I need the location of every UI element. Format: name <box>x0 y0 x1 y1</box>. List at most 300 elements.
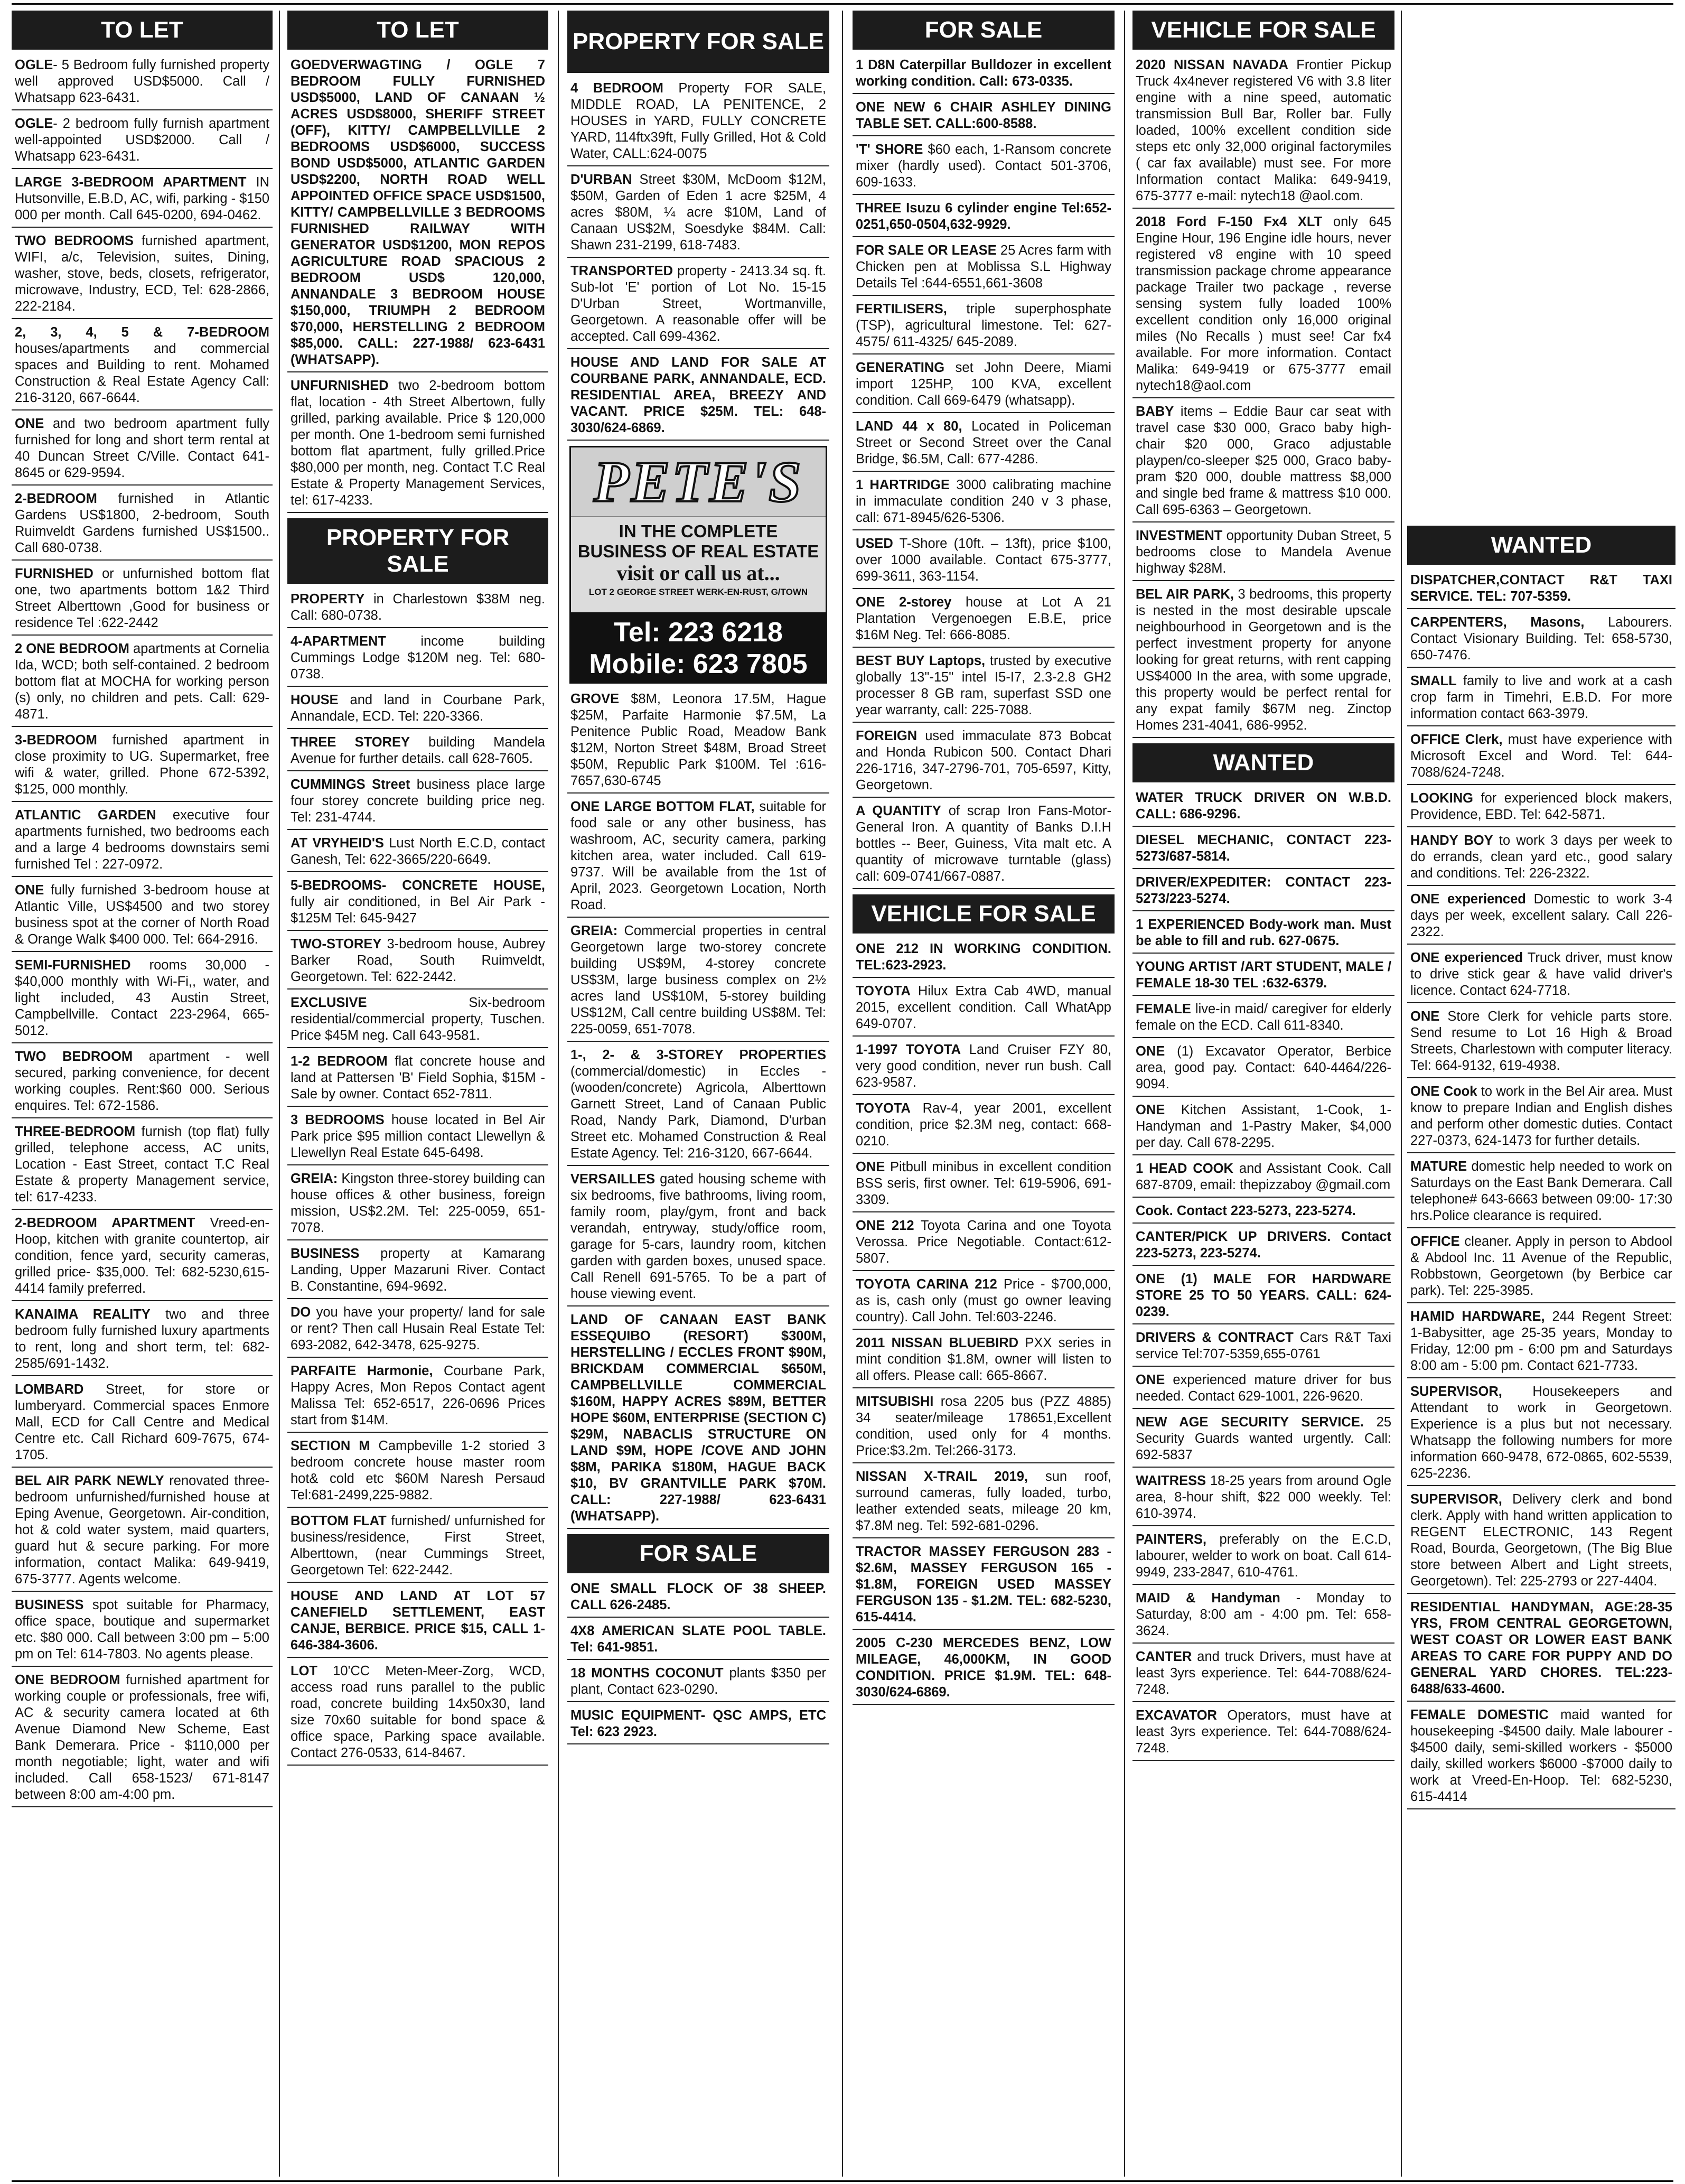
ad-lead: THREE STOREY <box>291 735 410 750</box>
ad-lead: BABY <box>1136 404 1174 419</box>
ad-body: two 2-bedroom bottom flat, location - 4th Street Albertown, fully grilled, parking available. Price $ 120,000 per month. One 1-bedroom semi furnished bottom flat apartment, fully grilled.Price $80,000 per month, neg. Contact T.C Real Estate & Property Management Services, tel: 617-4233. <box>291 378 545 508</box>
classified-ad <box>853 360 1115 413</box>
ad-lead: ONE <box>15 416 44 431</box>
ad-lead: ONE <box>1136 1373 1165 1387</box>
advert-address: LOT 2 GEORGE STREET WERK-EN-RUST, G/TOWN <box>588 587 808 597</box>
column-divider <box>558 11 559 2177</box>
ad-body: Property FOR SALE, MIDDLE ROAD, LA PENITENCE, 2 HOUSES in YARD, FULLY CONCRETE YARD, 114ftx39ft, Fully Grilled, Hot & Cold Water, CALL:624-0075 <box>570 81 826 161</box>
ad-body: Toyota Carina and one Toyota Verossa. Price Negotiable. Contact:612-5807. <box>856 1218 1111 1266</box>
ad-lead: LOMBARD <box>15 1382 84 1397</box>
classified-ad <box>853 653 1115 723</box>
classified-ad <box>567 1312 829 1529</box>
classified-ad <box>1132 1161 1394 1198</box>
classified-ad <box>567 799 829 918</box>
ad-lead: HOUSE <box>291 693 339 707</box>
ad-lead: 1-2 BEDROOM <box>291 1054 388 1069</box>
ad-lead: 18 MONTHS COCONUT <box>570 1666 724 1681</box>
classified-ad <box>12 1049 273 1118</box>
classified-ad <box>853 1042 1115 1095</box>
ad-body: flat concrete house and land at Pattersen 'B' Field Sophia, $15M - Sale by owner. Contact 652-7811. <box>291 1054 546 1102</box>
ad-body: Kitchen Assistant, 1-Cook, 1-Handyman and 1-Pastry Maker, $4,000 per day. Call 678-2295. <box>1136 1103 1391 1150</box>
classified-ad <box>567 691 829 794</box>
ad-body: Courbane Park, Happy Acres, Mon Repos Contact agent Malissa Tel: 652-6517, 226-0696 Prices start from $14M. <box>291 1364 546 1427</box>
ad-list <box>567 691 829 1529</box>
classified-ad <box>12 116 273 169</box>
ad-body: furnished/ unfurnished for business/residence, First Street, Alberttown, (near Cummings Street, Georgetown Tel: 622-2442. <box>291 1514 545 1578</box>
ad-body: (commercial/domestic) in Eccles - (wooden/concrete) Agricola, Alberttown Garnett Street, Land of Canaan Public Road, Nandy Park, Diamond, D'urban Street etc. Mohamed Construction & Real Estate Agency. Tel: 216-3120, 667-6644. <box>570 1064 826 1161</box>
ad-lead: MUSIC EQUIPMENT- QSC AMPS, ETC Tel: 623 2923. <box>570 1708 826 1739</box>
ad-body: Labourers. Contact Visionary Building. Tel: 658-5730, 650-7476. <box>1410 615 1672 662</box>
ad-lead: TOYOTA CARINA 212 <box>856 1277 997 1292</box>
ad-lead: BUSINESS <box>15 1598 84 1612</box>
classified-ad <box>12 57 273 110</box>
ad-lead: THREE-BEDROOM <box>15 1124 136 1139</box>
ad-lead: BEL AIR PARK, <box>1136 587 1234 602</box>
ad-body: to work 3 days per week to do errands, clean yard etc., good salary and conditions. Tel: 226-2322. <box>1410 833 1672 881</box>
ad-body: and land in Courbane Park, Annandale, ECD. Tel: 220-3366. <box>291 693 545 724</box>
classified-ad <box>1407 614 1675 668</box>
ad-lead: BOTTOM FLAT <box>291 1514 387 1528</box>
ad-lead: ONE <box>856 1160 885 1174</box>
classified-ad <box>12 324 273 410</box>
ad-body: only 645 Engine Hour, 196 Engine idle hours, never registered v8 engine with 10 speed transmission package chrome appearance package Trailer two package , reverse sensing system fully loaded 100% excellent condition only 16,000 original miles (No Recalls ) must see! Car fx4 available. For more information. Contact Malika: 649-9419 or 675-3777 email nytech18@aol.com <box>1136 214 1391 393</box>
ad-lead: OGLE <box>15 58 53 72</box>
classified-ad <box>12 566 273 636</box>
classified-ad <box>12 1473 273 1592</box>
classified-ad <box>1132 1414 1394 1468</box>
ad-body: Kingston three-storey building can house offices & other business, foreign mission, US$2.2M. Tel: 225-0059, 651-7078. <box>291 1171 545 1235</box>
ad-body: houses/apartments and commercial spaces and Building to rent. Mohamed Construction & Real Estate Agency Call: 216-3120, 667-6644. <box>15 341 269 405</box>
ad-lead: PROPERTY <box>291 592 365 606</box>
ad-lead: ONE <box>1136 1103 1165 1117</box>
ad-body: Street, for store or lumberyard. Commercial spaces Enmore Mall, ECD for Call Centre and Medical Centre etc. Call Richard 609-7675, 674-1705. <box>15 1382 269 1462</box>
ad-body: building Mandela Avenue for further details. call 628-7605. <box>291 735 545 766</box>
ad-body: Campbeville 1-2 storied 3 bedroom concrete house master room hot& cold etc $60M Naresh Persaud Tel:681-2499,225-9882. <box>291 1439 546 1502</box>
classified-ad <box>287 378 548 513</box>
column-divider <box>1124 11 1125 2177</box>
ad-lead: LOT <box>291 1664 317 1678</box>
classified-ad <box>853 200 1115 237</box>
ad-lead: NEW AGE SECURITY SERVICE. <box>1136 1415 1364 1430</box>
classified-ad <box>853 99 1115 136</box>
ad-body: (1) Excavator Operator, Berbice area, good pay. Contact: 640-4464/226-9094. <box>1136 1044 1391 1091</box>
classified-ad <box>1407 1309 1675 1378</box>
classified-ad <box>567 1665 829 1702</box>
ad-body: - Monday to Saturday, 8:00 am - 4:00 pm. Tel: 658-3624. <box>1136 1591 1392 1638</box>
ad-lead: DRIVER/EXPEDITER: CONTACT 223-5273/223-5274. <box>1136 875 1391 906</box>
ad-lead: 4X8 AMERICAN SLATE POOL TABLE. Tel: 641-9851. <box>570 1623 826 1655</box>
ad-list <box>1132 57 1394 738</box>
ad-body: T-Shore (10ft. – 13ft), price $100, over 1000 available. Contact 675-3777, 699-3611, 363-1154. <box>856 536 1111 584</box>
ad-body: Pitbull minibus in excellent condition BSS seris, first owner. Tel: 619-5906, 691-3309. <box>856 1160 1111 1207</box>
classified-ad <box>287 633 548 687</box>
ad-lead: ONE 2-storey <box>856 595 952 610</box>
ad-lead: ONE 212 <box>856 1218 914 1233</box>
ad-lead: DRIVERS & CONTRACT <box>1136 1330 1294 1345</box>
ad-body: in Charlestown $38M neg. Call: 680-0738. <box>291 592 545 623</box>
ad-lead: LOOKING <box>1410 791 1473 806</box>
ad-body: - 5 Bedroom fully furnished property well approved USD$5000. Call / Whatsapp 623-6431. <box>15 58 269 105</box>
ad-body: PXX series in mint condition $1.8M, owner will listen to all offers. Please call: 665-8667. <box>856 1336 1111 1383</box>
classified-ad <box>287 777 548 830</box>
ad-list <box>567 80 829 441</box>
ad-list <box>287 57 548 513</box>
classified-ad <box>287 1171 548 1240</box>
classified-ad <box>1407 1159 1675 1228</box>
classified-ad <box>1132 1649 1394 1702</box>
ad-lead: LARGE 3-BEDROOM APARTMENT <box>15 175 247 190</box>
ad-lead: 2011 NISSAN BLUEBIRD <box>856 1336 1019 1350</box>
classified-ad <box>1132 1590 1394 1644</box>
ad-lead: TOYOTA <box>856 1101 911 1116</box>
ad-lead: LAND OF CANAAN EAST BANK ESSEQUIBO (RESORT) $300M, HERSTELLING / ECCLES FRONT $90M, BRICKDAM COMMERCIAL $650M, CAMPBELLVILLE COMMERCIAL $160M, HAPPY ACRES $89M, BETTER HOPE $60M, ENTERPRISE (SECTION C) $29M, NABACLIS STRUCTURE ON LAND $9M, HOPE /COVE AND JOHN $8M, PARIKA $180M, HAGUE BACK $10, BV GRANTVILLE PARK $70M. CALL: 227-1988/ 623-6431 (WHATSAPP). <box>570 1312 826 1524</box>
ad-body: 25 Security Guards wanted urgently. Call: 692-5837 <box>1136 1415 1391 1462</box>
ad-body: you have your property/ land for sale or rent? Then call Husain Real Estate Tel: 693-2082, 642-3478, 625-9275. <box>291 1305 545 1352</box>
ad-lead: MITSUBISHI <box>856 1394 934 1409</box>
ad-body: Truck driver, must know to drive stick gear & have valid driver's licence. Contact 624-7718. <box>1410 950 1672 998</box>
classified-ad <box>853 301 1115 354</box>
ad-lead: HOUSE AND LAND FOR SALE AT COURBANE PARK, ANNANDALE, ECD. RESIDENTIAL AREA, BREEZY AND VACANT. PRICE $25M. TEL: 648-3030/624-6869. <box>570 355 826 435</box>
ad-lead: CUMMINGS Street <box>291 777 410 792</box>
classified-ad <box>567 1623 829 1660</box>
classified-ad <box>12 641 273 727</box>
classified-ad <box>12 1597 273 1667</box>
classified-ad <box>1132 1203 1394 1224</box>
ad-lead: 4-APARTMENT <box>291 634 386 649</box>
column-divider <box>279 11 280 2177</box>
blank-space <box>1407 11 1675 526</box>
classified-ad <box>1407 1707 1675 1809</box>
ad-lead: ONE (1) MALE FOR HARDWARE STORE 25 TO 50 YEARS. CALL: 624-0239. <box>1136 1272 1391 1319</box>
section-header-for-sale: FOR SALE <box>567 1534 829 1573</box>
ad-body: for experienced block makers, Providence, EBD. Tel: 642-5871. <box>1410 791 1672 822</box>
ad-body: or unfurnished bottom flat one, two apartments bottom 1&2 Third Street Alberttown ,Good for business or residence Tel :622-2442 <box>15 566 269 630</box>
classified-ad <box>1407 790 1675 827</box>
ad-lead: FURNISHED <box>15 566 93 581</box>
classified-ad <box>12 1306 273 1376</box>
ad-body: domestic help needed to work on Saturdays on the East Bank Demerara. Call telephone# 643-6663 between 09:00- 17:30 hrs.Police clearance is required. <box>1410 1159 1672 1223</box>
ad-lead: PARFAITE Harmonie, <box>291 1364 433 1378</box>
classified-ad <box>1132 528 1394 581</box>
ad-lead: 3 BEDROOMS <box>291 1113 385 1127</box>
ad-lead: ONE <box>15 883 44 898</box>
ad-lead: RESIDENTIAL HANDYMAN, AGE:28-35 YRS, FROM CENTRAL GEORGETOWN, WEST COAST OR LOWER EAST BANK AREAS TO CARE FOR PUPPY AND DO GENERAL YARD CHORES. TEL:223-6488/633-4600. <box>1410 1600 1672 1696</box>
ad-body: must have experience with Microsoft Excel and Word. Tel: 644-7088/624-7248. <box>1410 732 1672 780</box>
ad-lead: KANAIMA REALITY <box>15 1307 151 1322</box>
column-property-for-sale <box>567 11 829 2177</box>
classified-ad <box>1407 1491 1675 1594</box>
classified-ad <box>853 983 1115 1037</box>
ad-lead: BEST BUY Laptops, <box>856 654 986 668</box>
ad-body: and two bedroom apartment fully furnished for long and short term rental at 40 Duncan Street C/Ville. Contact 641-8645 or 629-9594. <box>15 416 269 480</box>
ad-lead: TWO BEDROOM <box>15 1049 133 1064</box>
ad-body: sun roof, surround cameras, fully loaded, turbo, leather extended seats, mileage 20 km, $7.8M neg. Tel: 592-681-0296. <box>856 1469 1111 1533</box>
classified-ad <box>567 1581 829 1618</box>
classified-ad <box>1132 1532 1394 1585</box>
classified-ad <box>853 536 1115 589</box>
ad-body: Housekeepers and Attendant to work in Georgetown. Experience is a plus but not necessary. Whatsapp the following numbers for more information 660-9478, 672-0865, 602-5539, 625-2236. <box>1410 1384 1672 1481</box>
classified-ad <box>567 172 829 258</box>
ad-lead: ONE experienced <box>1410 892 1526 907</box>
ad-body: business place large four storey concrete building price neg. Tel: 231-4744. <box>291 777 545 825</box>
ad-lead: OFFICE <box>1410 1234 1460 1249</box>
ad-lead: ONE <box>1410 1009 1440 1024</box>
ad-body: furnished apartment, WIFI, a/c, Television, suites, Dining, washer, stove, beds, closets, refrigerator, microwave, Industry, ECD, Tel: 628-2866, 222-2184. <box>15 234 269 314</box>
ad-body: spot suitable for Pharmacy, office space, boutique and supermarket etc. $80 000. Call between 3:00 pm – 5:00 pm on Tel: 614-7803. No agents please. <box>15 1598 269 1662</box>
ad-body: apartment - well secured, parking convenience, for decent working couples. Rent:$60 000. Serious enquires. Tel: 672-1586. <box>15 1049 269 1113</box>
column-to-let-1 <box>12 11 273 2177</box>
ad-body: 18-25 years from around Ogle area, 8-hour shift, $22 000 weekly. Tel: 610-3974. <box>1136 1473 1391 1521</box>
ad-body: apartments at Cornelia Ida, WCD; both self-contained. 2 bedroom bottom flat at MOCHA for working person (s) only, no children and pets. Call: 629-4871. <box>15 641 269 722</box>
ad-lead: EXCLUSIVE <box>291 995 367 1010</box>
ad-body: 3000 calibrating machine in immaculate condition 240 v 3 phase, call: 671-8945/626-5306. <box>856 478 1111 525</box>
section-header-property-for-sale: PROPERTY FOR SALE <box>567 11 829 73</box>
classified-ad <box>287 1053 548 1107</box>
classified-ad <box>853 142 1115 195</box>
classified-ad <box>287 591 548 628</box>
ad-lead: 2-BEDROOM <box>15 491 97 506</box>
ad-lead: DIESEL MECHANIC, CONTACT 223-5273/687-5814. <box>1136 833 1391 864</box>
ad-lead: HAMID HARDWARE, <box>1410 1309 1545 1324</box>
advert-tel: Tel: 223 6218 <box>614 617 783 648</box>
ad-lead: THREE Isuzu 6 cylinder engine Tel:652-0251,650-0504,632-9929. <box>856 201 1111 232</box>
ad-lead: HANDY BOY <box>1410 833 1493 848</box>
classified-ad <box>1132 1229 1394 1266</box>
classified-ad <box>287 1112 548 1165</box>
ad-body: Land Cruiser FZY 80, very good condition, never run bush. Call 623-9587. <box>856 1042 1111 1090</box>
ad-body: Vreed-en-Hoop, kitchen with granite countertop, air condition, fence yard, security cameras, grilled price- $35,000. Tel: 682-5230,615-4414 family preferred. <box>15 1216 269 1296</box>
ad-body: two and three bedroom fully furnished luxury apartments to rent, long and short term, tel: 682-2585/691-1432. <box>15 1307 269 1371</box>
ad-body: furnished apartment for working couple or professionals, free wifi, AC & security camera located at 6th Avenue Diamond New Scheme, East Bank Demerara. Price - $110,000 per month negotiable; light, water and wifi included. Call 658-1523/ 671-8147 between 8:00 am-4:00 pm. <box>15 1673 269 1802</box>
column-wanted <box>1407 11 1675 2177</box>
ad-body: trusted by executive globally 13"-15" intel I5-I7, 2.3-2.8 GH2 processer 8 GB ram, superfast SSD one year warranty, call: 225-7088. <box>856 654 1111 717</box>
ad-lead: MATURE <box>1410 1159 1467 1174</box>
classified-ad <box>287 1588 548 1658</box>
classified-ad <box>567 354 829 441</box>
ad-lead: 2018 Ford F-150 Fx4 XLT <box>1136 214 1323 229</box>
ad-body: IN Hutsonville, E.B.D, AC, wifi, parking - $150 000 per month. Call 645-0200, 694-0462. <box>15 175 269 222</box>
petes-real-estate-advert <box>569 446 827 684</box>
classified-ad <box>287 1363 548 1433</box>
ad-body: preferably on the E.C.D, labourer, welder to work on boat. Call 614-9949, 233-2847, 610-4761. <box>1136 1532 1391 1580</box>
ad-body: furnished apartment in close proximity to UG. Supermarket, free wifi & water, grilled. Phone 672-5392, $125, 000 monthly. <box>15 733 269 797</box>
ad-body: 3 bedrooms, this property is nested in the most desirable upscale neighbourhood in Georgetown and is the perfect investment property for anyone looking for great returns, with rent capping US$4000 In the area, with some upgrade, this property would be perfect rental for any expat family $67M neg. Zinctop Homes 231-4041, 686-9952. <box>1136 587 1392 733</box>
classified-ad <box>287 1513 548 1583</box>
ad-lead: VERSAILLES <box>570 1172 656 1187</box>
classified-ad <box>1132 57 1394 209</box>
ad-lead: 4 BEDROOM <box>570 81 663 96</box>
classified-ad <box>1132 1372 1394 1409</box>
ad-body: $60 each, 1-Ransom concrete mixer (hardly used). Contact 501-3706, 609-1633. <box>856 142 1111 190</box>
classified-ad <box>1132 790 1394 827</box>
ad-lead: DISPATCHER,CONTACT R&T TAXI SERVICE. TEL: 707-5359. <box>1410 573 1672 604</box>
ad-lead: GENERATING <box>856 360 945 375</box>
ad-list <box>12 57 273 1807</box>
ad-lead: TWO BEDROOMS <box>15 234 134 248</box>
ad-body: Located in Policeman Street or Second Street over the Canal Bridge, $6.5M, Call: 677-4286. <box>856 419 1112 466</box>
ad-lead: ONE LARGE BOTTOM FLAT, <box>570 799 755 814</box>
ad-lead: 'T' SHORE <box>856 142 923 157</box>
ad-body: cleaner. Apply in person to Abdool & Abdool Inc. 11 Avenue of the Republic, Robbstown, Georgetown (by Berbice car park). Tel: 225-3985. <box>1410 1234 1672 1298</box>
classified-ad <box>12 233 273 319</box>
classified-ad <box>287 692 548 729</box>
ad-lead: GOEDVERWAGTING / OGLE 7 BEDROOM FULLY FURNISHED USD$5000, LAND OF CANAAN ½ ACRES USD$8000, SHERIFF STREET (OFF), KITTY/ CAMPBELLVILLE 2 BEDROOMS USD$6000, SUCCESS BOND USD$5000, ATLANTIC GARDEN USD$2200, NORTH ROAD WELL APPOINTED OFFICE SPACE USD$1500, KITTY/ CAMPBELLVILLE 3 BEDROOMS FURNISHED RAILWAY WITH GENERATOR USD$1200, MON REPOS AGRICULTURE ROAD SPACIOUS 2 BEDROOM USD$ 120,000, ANNANDALE 3 BEDROOM HOUSE $150,000, TRIUMPH 2 BEDROOM $70,000, HERSTELLING 2 BEDROOM $85,000. CALL: 227-1988/ 623-6431 (WHATSAPP). <box>291 58 545 367</box>
classified-ad <box>1407 1234 1675 1303</box>
ad-body: Rav-4, year 2001, excellent condition, price $2.3M neg, contact: 668-0210. <box>856 1101 1111 1149</box>
classified-ad <box>1407 950 1675 1003</box>
ad-body: house located in Bel Air Park price $95 million contact Llewellyn & Llewellyn Real Estate 645-6498. <box>291 1113 545 1160</box>
classified-ad <box>853 1100 1115 1154</box>
classified-ad <box>287 878 548 931</box>
classified-ad <box>853 418 1115 472</box>
classified-ad <box>853 803 1115 889</box>
ad-list <box>567 1581 829 1744</box>
section-header-wanted: WANTED <box>1132 743 1394 782</box>
ad-body: 10'CC Meten-Meer-Zorg, WCD, access road runs parallel to the public road, concrete building 14x50x30, land size 70x60 suitable for bond space & office space, Parking space available. Contact 276-0533, 614-8467. <box>291 1664 545 1760</box>
classified-ad <box>287 1438 548 1508</box>
ad-lead: TRANSPORTED <box>570 264 673 278</box>
ad-lead: ONE 212 IN WORKING CONDITION. TEL:623-2923. <box>856 941 1111 973</box>
ad-lead: D'URBAN <box>570 172 632 187</box>
column-divider <box>1401 11 1402 2177</box>
ad-lead: ONE <box>1136 1044 1165 1059</box>
ad-lead: WATER TRUCK DRIVER ON W.B.D. CALL: 686-9296. <box>1136 790 1391 822</box>
ad-body: family to live and work at a cash crop farm in Timehri, E.B.D. For more information contact 663-3979. <box>1410 674 1672 721</box>
classified-ad <box>1132 1330 1394 1367</box>
ad-lead: HOUSE AND LAND AT LOT 57 CANEFIELD SETTLEMENT, EAST CANJE, BERBICE. PRICE $15, CALL 1-646-384-3606. <box>291 1589 545 1653</box>
ad-lead: YOUNG ARTIST /ART STUDENT, MALE / FEMALE 18-30 TEL :632-6379. <box>1136 959 1391 991</box>
ad-lead: FEMALE <box>1136 1002 1191 1016</box>
classified-ad <box>287 1246 548 1299</box>
classified-ad <box>1132 874 1394 911</box>
classified-ad <box>1407 1599 1675 1702</box>
classified-ad <box>12 732 273 802</box>
ad-body: gated housing scheme with six bedrooms, five bathrooms, living room, family room, play/gym, front and back verandah, entryway, study/office room, garage for 5-cars, laundry room, kitchen garden with garden boxes, unused space. Call Renell 691-5765. To be a part of house viewing event. <box>570 1172 826 1301</box>
ad-lead: BEL AIR PARK NEWLY <box>15 1473 164 1488</box>
classified-ad <box>12 1382 273 1468</box>
advert-visit-text: visit or call us at... <box>616 561 780 585</box>
classified-ad <box>287 1663 548 1766</box>
ad-body: house at Lot A 21 Plantation Vergenoegen E.B.E, price $16M Neg. Tel: 666-8085. <box>856 595 1111 642</box>
ad-lead: LAND 44 x 80, <box>856 419 962 434</box>
ad-lead: OFFICE Clerk, <box>1410 732 1503 747</box>
ad-body: Street $30M, McDoom $12M, $50M, Garden of Eden 1 acre $25M, 4 acres $80M, ¼ acre $10M, Land of Canaan US$2M, Soesdyke $84M. Call: Shawn 231-2199, 618-7483. <box>570 172 826 253</box>
ad-lead: SECTION M <box>291 1439 370 1453</box>
ad-lead: WAITRESS <box>1136 1473 1206 1488</box>
ad-lead: UNFURNISHED <box>291 378 389 393</box>
ad-list <box>287 591 548 1766</box>
classified-ad <box>1407 833 1675 886</box>
classified-ad <box>853 728 1115 798</box>
ad-body: and truck Drivers, must have at least 3yrs experience. Tel: 644-7088/624-7248. <box>1136 1649 1391 1697</box>
classified-ad <box>12 416 273 486</box>
classified-ad <box>1407 891 1675 945</box>
logo-banner <box>571 447 826 517</box>
classified-ad <box>287 995 548 1048</box>
ad-lead: INVESTMENT <box>1136 528 1223 543</box>
ad-body: set John Deere, Miami import 125HP, 100 KVA, excellent condition. Call 669-6479 (whatsapp). <box>856 360 1111 408</box>
ad-lead: ONE Cook <box>1410 1084 1477 1099</box>
ad-body: Six-bedroom residential/commercial property, Tuschen. Price $45M neg. Call 643-9581. <box>291 995 545 1043</box>
ad-lead: NISSAN X-TRAIL 2019, <box>856 1469 1028 1484</box>
classified-ad <box>287 1304 548 1358</box>
column-divider <box>842 11 843 2177</box>
ad-lead: 1 HEAD COOK <box>1136 1161 1233 1176</box>
classified-ad <box>287 936 548 990</box>
classified-ad <box>853 1335 1115 1388</box>
classified-ad <box>1407 732 1675 785</box>
ad-lead: 2005 C-230 MERCEDES BENZ, LOW MILEAGE, 46,000KM, IN GOOD CONDITION. PRICE $1.9M. TEL: 648-3030/624-6869. <box>856 1636 1111 1700</box>
ad-lead: FOR SALE OR LEASE <box>856 243 997 258</box>
advert-phone-block <box>571 612 826 682</box>
ad-lead: ONE experienced <box>1410 950 1523 965</box>
ad-lead: 1 D8N Caterpillar Bulldozer in excellent working condition. Call: 673-0335. <box>856 58 1111 89</box>
classified-ad <box>853 594 1115 648</box>
section-header-to-let: TO LET <box>12 11 273 50</box>
ad-body: fully furnished 3-bedroom house at Atlantic Ville, US$4500 and two storey business spot at the corner of North Road & Orange Walk $400 000. Tel: 664-2916. <box>15 883 269 947</box>
ad-body: 25 Acres farm with Chicken pen at Moblissa S.L Highway Details Tel :644-6551,661-3608 <box>856 243 1112 291</box>
classified-ad <box>12 491 273 561</box>
classified-ad <box>853 1394 1115 1463</box>
ad-body: Lust North E.C.D, contact Ganesh, Tel: 622-3665/220-6649. <box>291 836 545 867</box>
ad-list <box>853 57 1115 889</box>
column-for-sale <box>853 11 1115 2177</box>
ad-lead: DO <box>291 1305 311 1320</box>
ad-body: rooms 30,000 - $40,000 monthly with Wi-Fi,, water, and light included, 43 Austin Street, Campbellville. Contact 223-2964, 665-5012. <box>15 958 269 1038</box>
classified-ad <box>1132 832 1394 869</box>
ad-lead: SUPERVISOR, <box>1410 1384 1502 1399</box>
ad-lead: 1-, 2- & 3-STOREY PROPERTIES <box>570 1048 826 1062</box>
ad-body: plants $350 per plant, Contact 623-0290. <box>570 1666 826 1697</box>
ad-lead: 2020 NISSAN NAVADA <box>1136 58 1288 72</box>
classified-ad <box>12 882 273 952</box>
column-vehicle-for-sale <box>1132 11 1394 2177</box>
ad-lead: PAINTERS, <box>1136 1532 1207 1547</box>
ad-body: property at Kamarang Landing, Upper Mazaruni River. Contact B. Constantine, 694-9692. <box>291 1246 545 1294</box>
ad-lead: ATLANTIC GARDEN <box>15 808 156 823</box>
ad-lead: Cook. Contact 223-5273, 223-5274. <box>1136 1203 1356 1218</box>
classified-ad <box>1132 1271 1394 1324</box>
ad-body: furnish (top flat) fully grilled, telephone access, AC units, Location - East Street, contact T.C Real Estate & property Management service, tel: 617-4233. <box>15 1124 269 1205</box>
ad-lead: USED <box>856 536 893 551</box>
ad-lead: 1 HARTRIDGE <box>856 478 950 492</box>
classified-ad <box>1132 1473 1394 1526</box>
section-header-for-sale: FOR SALE <box>853 11 1115 50</box>
classified-ad <box>287 57 548 372</box>
ad-lead: FOREIGN <box>856 729 918 743</box>
section-header-property-for-sale: PROPERTY FOR SALE <box>287 518 548 584</box>
ad-body: income building Cummings Lodge $120M neg. Tel: 680-0738. <box>291 634 545 682</box>
ad-list <box>1407 572 1675 1809</box>
ad-lead: OGLE <box>15 116 53 131</box>
classified-ad <box>853 1544 1115 1630</box>
classified-ad <box>12 1124 273 1210</box>
classified-ad <box>1132 214 1394 398</box>
classified-ad <box>1132 917 1394 954</box>
ad-body: executive four apartments furnished, two bedrooms each and a large 4 bedrooms downstairs semi furnished Tel : 227-0972. <box>15 808 269 872</box>
classified-ad <box>567 923 829 1042</box>
ad-lead: AT VRYHEID'S <box>291 836 384 851</box>
ad-body: furnished in Atlantic Gardens US$1800, 2-bedroom, South Ruimveldt Gardens furnished US$1500.. Call 680-0738. <box>15 491 269 555</box>
classified-ad <box>12 957 273 1043</box>
classified-ad <box>12 1672 273 1807</box>
section-header-to-let: TO LET <box>287 11 548 50</box>
classified-ad <box>1407 673 1675 726</box>
ad-body: Cars R&T Taxi service Tel:707-5359,655-0761 <box>1136 1330 1391 1361</box>
ad-body: 244 Regent Street: 1-Babysitter, age 25-35 years, Monday to Friday, 12:00 pm - 6:00 pm and Saturdays 8:00 am - 5:00 pm. Contact 621-7733. <box>1410 1309 1672 1373</box>
classified-ad <box>1132 1707 1394 1761</box>
section-header-vehicle-for-sale: VEHICLE FOR SALE <box>1132 11 1394 50</box>
